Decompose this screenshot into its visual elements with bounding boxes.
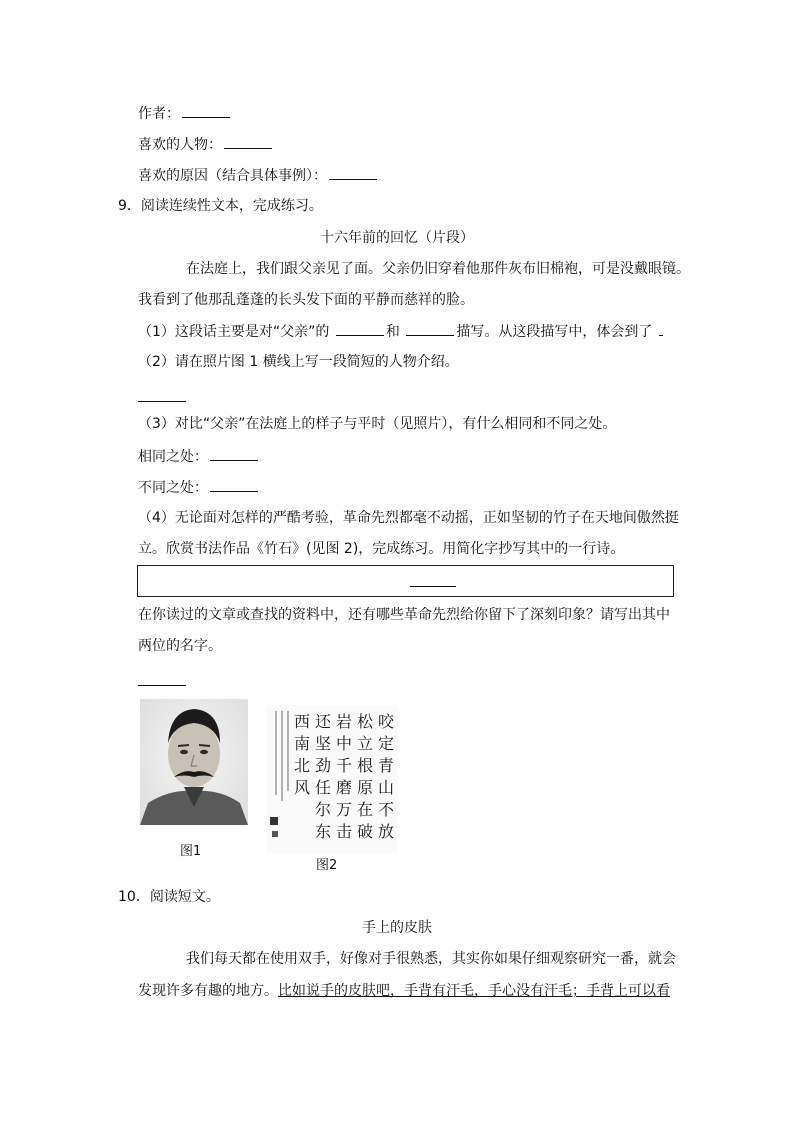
calligraphy-char: 磨 [335, 778, 353, 797]
calligraphy-char: 不 [377, 800, 395, 819]
calligraphy-char: 中 [335, 734, 353, 753]
q9-prompt: 阅读连续性文本，完成练习。 [140, 198, 323, 214]
calligraphy-char: 西 [293, 712, 311, 731]
q9-title: 十六年前的回忆（片段） [320, 230, 474, 246]
q10-line1: 我们每天都在使用双手，好像对手很熟悉，其实你如果仔细观察研究一番，就会 [186, 951, 676, 967]
calligraphy-char: 原 [356, 778, 374, 797]
calligraphy-char: 岩 [335, 712, 353, 731]
calligraphy-char: 北 [293, 756, 311, 775]
q-more-line2: 两位的名字。 [138, 638, 222, 654]
same-blank[interactable] [210, 446, 258, 461]
q9-sub3: （3）对比“父亲”在法庭上的样子与平时（见照片），有什么相同和不同之处。 [138, 416, 617, 432]
calligraphy-char: 松 [356, 712, 374, 731]
reason-label: 喜欢的原因（结合具体事例）： [138, 168, 327, 184]
calligraphy-char: 东 [314, 822, 332, 841]
calligraphy-char: 击 [335, 822, 353, 841]
calligraphy-char: 根 [356, 756, 374, 775]
copy-poem-box[interactable] [137, 565, 674, 597]
same-label: 相同之处： [138, 449, 208, 465]
q10-prompt: 阅读短文。 [149, 889, 220, 905]
copy-poem-blank[interactable] [410, 572, 456, 587]
q9-sub1-blank1[interactable] [336, 321, 384, 336]
q9-sub1-text-c: 描写。从这段描写中，体会到了 [456, 324, 653, 340]
q10-line2-plain: 发现许多有趣的地方。 [138, 983, 278, 999]
calligraphy-char: 千 [335, 756, 353, 775]
q9-sub2: （2）请在照片图 1 横线上写一段简短的人物介绍。 [138, 354, 459, 370]
q-more-line1: 在你读过的文章或查找的资料中，还有哪些革命先烈给你留下了深刻印象？请写出其中 [138, 607, 670, 623]
q10-title: 手上的皮肤 [362, 920, 432, 936]
calligraphy-char: 立 [356, 734, 374, 753]
q9-sub1 [138, 321, 665, 342]
calligraphy-artwork [266, 705, 398, 853]
q10-number: 10． [118, 889, 150, 905]
calligraphy-char: 咬 [377, 712, 395, 731]
portrait-illustration [140, 699, 248, 825]
calligraphy-char: 破 [356, 822, 374, 841]
q9-number: 9． [118, 198, 141, 214]
q10-line2 [138, 981, 670, 1001]
q9-sub4-line1: （4）无论面对怎样的严酷考验，革命先烈都毫不动摇，正如坚韧的竹子在天地间傲然挺 [138, 510, 679, 526]
calligraphy-char: 还 [314, 712, 332, 731]
q9-sub1-text-a: （1）这段话主要是对“父亲”的 [138, 324, 330, 340]
reason-row [138, 165, 379, 186]
diff-row [138, 477, 260, 498]
author-blank[interactable] [182, 103, 230, 118]
q9-passage-line1: 在法庭上，我们跟父亲见了面。父亲仍旧穿着他那件灰布旧棉袍，可是没戴眼镜。 [186, 261, 690, 277]
author-row [138, 103, 232, 124]
q9-passage-line2: 我看到了他那乱蓬蓬的长头发下面的平静而慈祥的脸。 [138, 292, 474, 308]
calligraphy-char: 放 [377, 822, 395, 841]
figure2-caption: 图2 [316, 858, 338, 873]
q9-sub4-line2: 立。欣赏书法作品《竹石》(见图 2)，完成练习。用简化字抄写其中的一行诗。 [138, 541, 625, 557]
figure1-caption: 图1 [180, 844, 202, 859]
figure2-calligraphy [266, 705, 398, 853]
diff-label: 不同之处： [138, 480, 208, 496]
q10-line2-underlined: 比如说手的皮肤吧，手背有汗毛，手心没有汗毛；手背上可以看 [278, 983, 670, 999]
q9-header [118, 196, 323, 216]
same-row [138, 446, 260, 467]
figure1-portrait [140, 699, 248, 825]
calligraphy-char: 任 [314, 778, 332, 797]
q10-header [118, 887, 220, 907]
q9-sub1-blank3[interactable] [659, 321, 663, 336]
character-label: 喜欢的人物： [138, 137, 222, 153]
character-blank[interactable] [224, 134, 272, 149]
author-label: 作者： [138, 106, 180, 122]
reason-blank[interactable] [329, 165, 377, 180]
calligraphy-char: 风 [293, 778, 311, 797]
calligraphy-char: 南 [293, 734, 311, 753]
calligraphy-char: 尔 [314, 800, 332, 819]
q9-sub1-text-b: 和 [385, 324, 400, 340]
calligraphy-char: 山 [377, 778, 395, 797]
q9-sub1-blank2[interactable] [406, 321, 454, 336]
q-more-blank[interactable] [138, 684, 186, 686]
calligraphy-char: 在 [356, 800, 374, 819]
calligraphy-char: 定 [377, 734, 395, 753]
calligraphy-char: 劲 [314, 756, 332, 775]
q9-sub2-blank[interactable] [138, 400, 186, 402]
calligraphy-char: 万 [335, 800, 353, 819]
calligraphy-char: 坚 [314, 734, 332, 753]
calligraphy-char: 青 [377, 756, 395, 775]
diff-blank[interactable] [210, 477, 258, 492]
character-row [138, 134, 274, 155]
